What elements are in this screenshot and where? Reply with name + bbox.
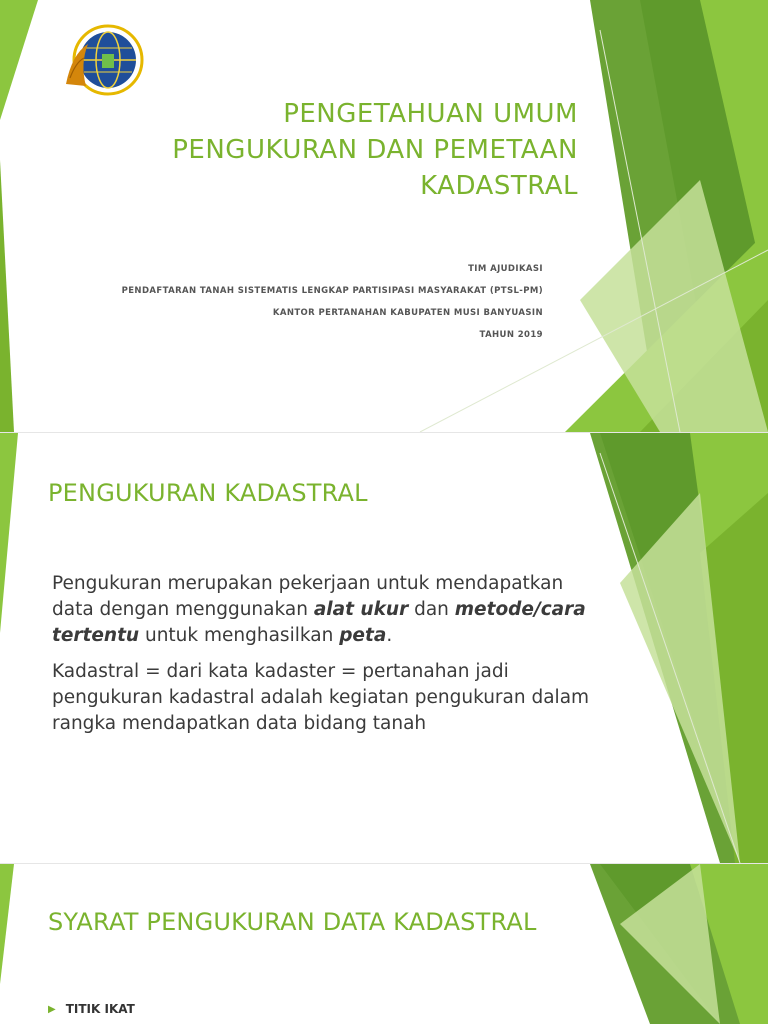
bullet-list [48, 1002, 135, 1016]
body-text: . [386, 625, 393, 646]
body-paragraph [52, 571, 592, 649]
body-text: untuk menghasilkan [139, 625, 340, 646]
title-line: PENGUKURAN DAN PEMETAAN [172, 135, 578, 165]
list-item [48, 1002, 135, 1016]
bpn-logo-icon [58, 14, 150, 106]
slide-syarat-pengukuran [0, 864, 768, 1024]
subtitle-line: TIM AJUDIKASI [468, 264, 543, 274]
slide-pengukuran-kadastral [0, 433, 768, 863]
body-text: Pengukuran merupakan pekerjaan untuk mendapatkan data dengan menggunakan [52, 573, 564, 620]
emphasis-text: metode/cara tertentu [52, 599, 586, 646]
bullet-label: TITIK IKAT [65, 1002, 135, 1016]
title-line: KADASTRAL [420, 171, 578, 201]
presentation-title [58, 96, 578, 204]
emphasis-text: alat ukur [313, 599, 409, 620]
slide-body [52, 571, 592, 747]
subtitle-line: TAHUN 2019 [479, 330, 543, 340]
subtitle-line: KANTOR PERTANAHAN KABUPATEN MUSI BANYUASIN [272, 308, 543, 318]
subtitle-line: PENDAFTARAN TANAH SISTEMATIS LENGKAP PARTISIPASI MASYARAKAT (PTSL-PM) [121, 286, 543, 296]
body-text: dan [408, 599, 455, 620]
body-paragraph: Kadastral = dari kata kadaster = pertanahan jadi pengukuran kadastral adalah kegiatan pengukuran dalam rangka mendapatkan data bidang tanah [52, 661, 590, 734]
slide-title [0, 0, 768, 432]
title-line: PENGETAHUAN UMUM [283, 99, 578, 129]
green-facet-decoration [0, 864, 768, 1024]
slide-title: SYARAT PENGUKURAN DATA KADASTRAL [48, 908, 537, 936]
bullet-triangle-icon: ▶ [48, 1003, 56, 1015]
emphasis-text: peta [339, 625, 387, 646]
subtitle-list [122, 258, 543, 346]
slide-title: PENGUKURAN KADASTRAL [48, 479, 368, 507]
